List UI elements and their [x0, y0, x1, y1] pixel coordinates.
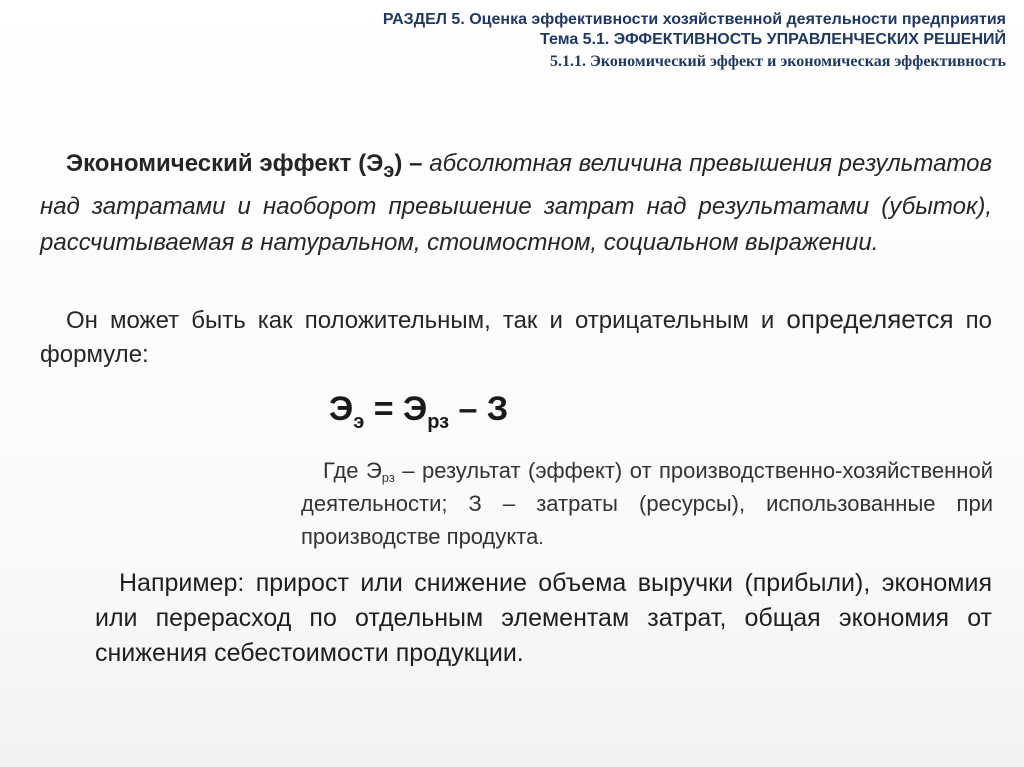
- effect-formula: $Э_э = Э_{рз} - З$: [329, 390, 509, 433]
- example-paragraph: [95, 566, 992, 671]
- section-title: РАЗДЕЛ 5. Оценка эффективности хозяйственной деятельности предприятия: [382, 11, 1006, 28]
- formula-intro-text: Он может быть как положительным, так и отрицательным и: [66, 307, 787, 334]
- formula-intro-paragraph: [40, 302, 992, 372]
- formula-legend: Где $Э_{рз}$ – результат (эффект) от производственно-хозяйственной деятельности; З – затраты (ресурсы), использованные при производстве продукта.: [301, 458, 993, 549]
- definition-dash: –: [402, 150, 430, 177]
- legend-text: – результат (эффект) от производственно-хозяйственной деятельности; З – затраты (ресурсы), использованные при производстве продукта: [301, 458, 993, 549]
- section-header: [383, 9, 1006, 72]
- subtopic-title: 5.1.1. Экономический эффект и экономическая эффективность: [550, 53, 1006, 70]
- example-text: Например: прирост или снижение объема выручки (прибыли), экономия или перерасход по отдельным элементам затрат, общая экономия от снижения себестоимости продукции.: [95, 569, 992, 667]
- definition-paragraph: [40, 146, 992, 261]
- formula-intro-end: по формуле:: [40, 307, 992, 368]
- definition-term: Экономический эффект $(Э_э)$: [66, 150, 403, 182]
- topic-title: Тема 5.1. ЭФФЕКТИВНОСТЬ УПРАВЛЕНЧЕСКИХ РЕШЕНИЙ: [540, 31, 1006, 48]
- formula-intro-emphasis: определяется: [786, 304, 954, 334]
- legend-subscript: рз: [381, 470, 395, 485]
- definition-text: абсолютная величина превышения результатов над затратами и наоборот превышение затрат над результатами (убыток), рассчитываемая в натуральном, стоимостном, социальном выражении.: [40, 150, 993, 256]
- term-subscript: э: [383, 159, 395, 182]
